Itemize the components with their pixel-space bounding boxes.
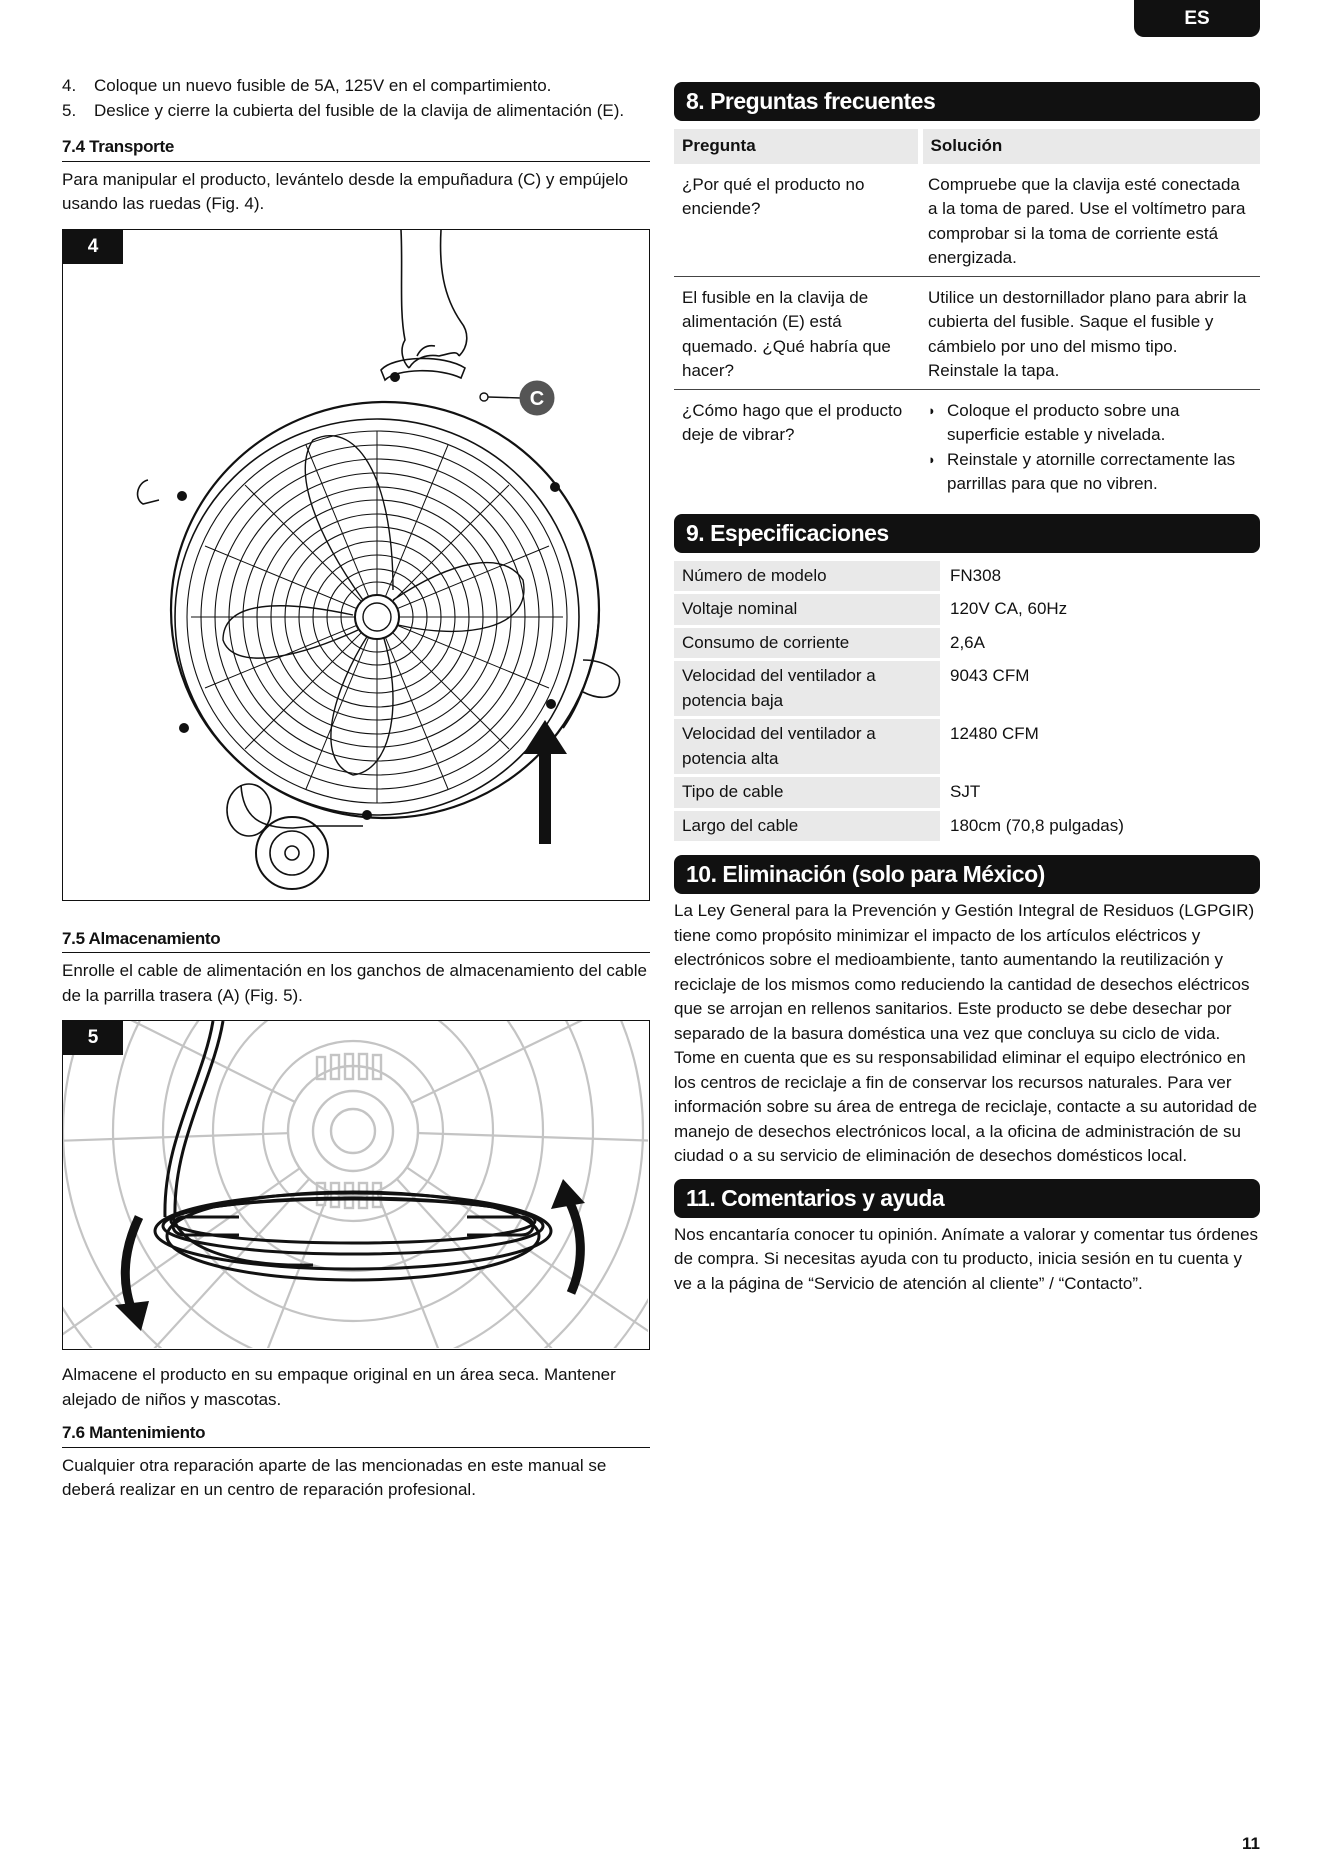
spec-key: Largo del cable (674, 811, 940, 842)
spec-value: 120V CA, 60Hz (950, 599, 1068, 618)
table-row (674, 811, 1260, 842)
faq-table (674, 129, 1260, 502)
step-number: 5. (62, 100, 77, 120)
spec-key: Número de modelo (674, 561, 940, 592)
language-tab: ES (1134, 0, 1260, 37)
faq-header-row (674, 129, 1260, 164)
wrap-arrow-left (115, 1217, 149, 1331)
push-arrow (523, 720, 567, 844)
table-row (674, 777, 1260, 808)
step-item (62, 99, 650, 124)
storage-heading: 7.5 Almacenamiento (62, 927, 650, 954)
faq-col-question: Pregunta (674, 129, 920, 164)
faq-answer (920, 389, 1260, 502)
faq-answer: Compruebe que la clavija esté conectada a la toma de pared. Use el voltímetro para comprobar si la toma de corriente está energizada. (920, 164, 1260, 277)
specs-table (674, 558, 1260, 845)
table-row (674, 389, 1260, 502)
spec-key: Tipo de cable (674, 777, 940, 808)
faq-bullet: ◗ Reinstale y atornille correctamente las parrillas para que no vibren. (928, 448, 1252, 497)
step-text: Coloque un nuevo fusible de 5A, 125V en el compartimiento. (94, 76, 552, 95)
transport-text: Para manipular el producto, levántelo desde la empuñadura (C) y empújelo usando las ruedas (Fig. 4). (62, 169, 629, 213)
step-number: 4. (62, 76, 77, 95)
faq-question: ¿Cómo hago que el producto deje de vibrar? (682, 400, 903, 444)
figure-4 (62, 229, 650, 901)
disposal-heading: 10. Eliminación (solo para México) (674, 855, 1260, 894)
spec-value: 12480 CFM (950, 724, 1039, 743)
spec-value: 180cm (70,8 pulgadas) (950, 815, 1124, 835)
maintenance-heading: 7.6 Mantenimiento (62, 1421, 650, 1448)
spec-value: FN308 (950, 565, 1002, 585)
right-column (674, 82, 1260, 1296)
table-row (674, 628, 1260, 659)
transport-heading: 7.4 Transporte (62, 135, 650, 162)
step-text: Deslice y cierre la cubierta del fusible de la clavija de alimentación (E). (94, 100, 625, 120)
callout-c (480, 381, 554, 415)
faq-question: El fusible en la clavija de alimentación (E) está quemado. ¿Qué habría que hacer? (674, 276, 920, 389)
faq-col-solution: Solución (920, 129, 1260, 164)
spec-key: Velocidad del ventilador a potencia alta (674, 719, 940, 774)
table-row (674, 661, 1260, 716)
page-number: 11 (1242, 1834, 1260, 1853)
storage-after-text: Almacene el producto en su empaque original en un área seca. Mantener alejado de niños y mascotas. (62, 1365, 616, 1409)
spec-value: 9043 CFM (950, 666, 1030, 685)
feedback-heading: 11. Comentarios y ayuda (674, 1179, 1260, 1218)
spec-value: SJT (950, 782, 981, 801)
faq-heading: 8. Preguntas frecuentes (674, 82, 1260, 121)
figure-5 (62, 1020, 650, 1350)
feedback-text: Nos encantaría conocer tu opinión. Anímate a valorar y comentar tus órdenes de compra. Si necesitas ayuda con tu producto, inicia sesión en tu cuenta y ve a la página de “Servicio de atención al cliente” / “Contacto”. (674, 1224, 1258, 1293)
table-row (674, 719, 1260, 774)
figure-number: 5 (63, 1021, 123, 1055)
table-row (674, 276, 1260, 389)
cable-storage-illustration (63, 1021, 648, 1348)
faq-answer: Utilice un destornillador plano para abrir la cubierta del fusible. Saque el fusible y cámbielo por uno del mismo tipo. Reinstale la tapa. (920, 276, 1260, 389)
fan-transport-illustration (63, 230, 648, 899)
table-row (674, 164, 1260, 277)
spec-value: 2,6A (950, 632, 985, 652)
spec-key: Consumo de corriente (674, 628, 940, 659)
spec-key: Velocidad del ventilador a potencia baja (674, 661, 940, 716)
specs-heading: 9. Especificaciones (674, 514, 1260, 553)
storage-text: Enrolle el cable de alimentación en los ganchos de almacenamiento del cable de la parrilla trasera (A) (Fig. 5). (62, 961, 647, 1005)
spec-key: Voltaje nominal (674, 594, 940, 625)
figure-number: 4 (63, 230, 123, 264)
faq-question: ¿Por qué el producto no enciende? (674, 164, 920, 277)
left-column (62, 74, 650, 1503)
fuse-steps-list (62, 74, 650, 123)
maintenance-text: Cualquier otra reparación aparte de las mencionadas en este manual se deberá realizar en un centro de reparación profesional. (62, 1455, 607, 1499)
callout-letter: C (529, 387, 545, 410)
disposal-text: La Ley General para la Prevención y Gestión Integral de Residuos (LGPGIR) tiene como propósito minimizar el impacto de los artículos eléctricos y electrónicos sobre el medioambiente, tanto aumentando la reutilización y reciclaje de los mismos como reduciendo la cantidad de desechos eléctricos que se arrojan en rellenos sanitarios. Este producto se debe desechar por separado de la basura doméstica una vez que concluya su ciclo de vida. Tome en cuenta que es su responsabilidad eliminar el equipo electrónico en los centros de reciclaje a fin de conservar los recursos naturales. Para ver información sobre su área de entrega de reciclaje, contacte a su autoridad de manejo de desechos electrónicos local, a la oficina de administración de su ciudad o a su servicio de eliminación de desechos domésticos local. (674, 901, 1258, 1165)
table-row (674, 594, 1260, 625)
table-row (674, 561, 1260, 592)
faq-bullet: ◗ Coloque el producto sobre una superficie estable y nivelada. (928, 399, 1252, 448)
step-item (62, 74, 650, 99)
